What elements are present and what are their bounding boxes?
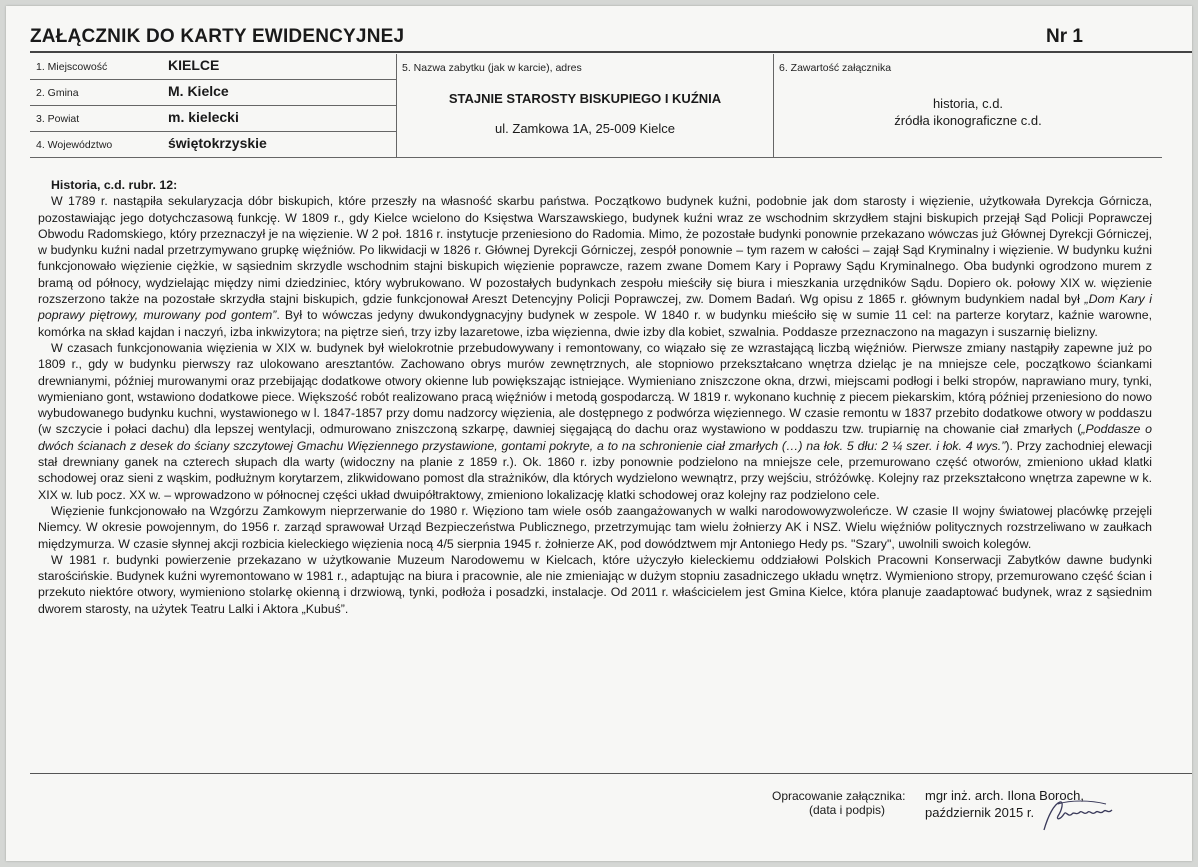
- contents-line: źródła ikonograficzne c.d.: [894, 113, 1042, 128]
- monument-name: STAJNIE STAROSTY BISKUPIEGO I KUŹNIA: [448, 91, 722, 106]
- document-number: Nr 1: [1046, 26, 1083, 47]
- paragraph-text: W czasach funkcjonowania więzienia w XIX w. budynek był wielokrotnie przebudowywany i remontowany, co wiązało się ze wzrastającą liczbą więźniów. Pierwsze zmiany nastąpiły zapewne już po 1809 r., gdy w budynku pierwszy raz ulokowano aresztantów. Zachowano obrys murów zewnętrznych, ale stopniowo przekształcano wnętrza dzieląc je na mniejsze cele, początkowo ściankami drewnianymi, później murowanymi oraz przebijając dodatkowe otwory okienne lub powiększając istniejące. Wymieniano zniszczone okna, drzwi, miejscami podłogi i belki stropów, naprawiano mury, tynki, wymieniano gont, wstawiono dodatkowe piece. Większość robót realizowano pracą więźniów i metodą gospodarczą. W 1819 r. wykonano kuchnię z piecem piekarskim, którą później przeniesiono do nowo wybudowanego budynku kuchni, wystawionego w l. 1847-1857 przy domu nadzorcy więzienia, ale dostępnego z podwórza więziennego. W czasie remontu w 1837 przebito dodatkowe otwory w poddaszu (w szczycie i połaci dachu) dla lepszej wentylacji, odmurowano zniszczoną szkarpę, dawniej sięgającą do dachu oraz wystawiono w poddaszu tzw. trupiarnię na chowanie ciał zmarłych (: [38, 340, 1152, 437]
- monument-field: [397, 54, 773, 157]
- history-text: [38, 177, 1152, 617]
- footer-rule: [30, 773, 1192, 774]
- monument-label: 5. Nazwa zabytku (jak w karcie), adres: [402, 62, 582, 74]
- field-value: M. Kielce: [168, 83, 229, 99]
- field-wojewodztwo: [30, 132, 396, 157]
- paragraph-text: . Był to wówczas jedyny dwukondygnacyjny budynek w zespole. W 1840 r. w budynku mieściło się w sumie 11 cel: na parterze korytarz, kaźnie warowne, komórka na skład kajdan i naczyń, izba inkwizytora; na piętrze sień, trzy izby lazaretowe, izba więzienna, dwie izby dla kobiet, szwalnia. Poddasze przeznaczono na magazyn i suszarnię bielizny.: [38, 308, 1153, 339]
- contents-line: historia, c.d.: [932, 96, 1004, 111]
- header-rule: [30, 51, 1192, 53]
- quotation: „Poddasze o dwóch ścianach z desek do ściany szczytowej Gmachu Więziennego przystawione, gontami pokryte, a to na schronienie ciał zmarłych (…) na łok. 5 dłu: 2 ¼ szer. i łok. 4 wys.”: [38, 422, 1152, 453]
- paragraph: [38, 193, 1152, 340]
- paragraph-text: ). Przy zachodniej elewacji stał drewniany ganek na czterech słupach dla warty (widoczny na planie z 1859 r.). Ok. 1860 r. izby ponownie podzielono na mniejsze cele, przemurowano część otworów, zmieniono układ klatki schodowej oraz sieni z wąskim, podłużnym korytarzem, zlikwidowano pomost dla strażników, dla których wydzielono wewnątrz, przy wejściu, stróżówkę. Kolejny raz przekształcono wnętrza zapewne w k. XIX w. lub pocz. XX w. – wprowadzono w północnej części układ dwuipółtraktowy, zmieniono lokalizację klatki schodowej oraz kolejny raz podzielono cele.: [38, 438, 1152, 502]
- section-heading: Historia, c.d. rubr. 12:: [51, 178, 178, 192]
- field-label: 1. Miejscowość: [36, 61, 108, 73]
- signature-image: [1040, 796, 1116, 834]
- footer-author: mgr inż. arch. Ilona Boroch,: [925, 788, 1084, 803]
- field-powiat: [30, 106, 396, 132]
- location-fields: [30, 54, 396, 157]
- field-label: 4. Województwo: [36, 139, 113, 151]
- paragraph: [38, 340, 1152, 503]
- footer-label: Opracowanie załącznika:: [772, 789, 906, 803]
- paragraph: Więzienie funkcjonowało na Wzgórzu Zamkowym nieprzerwanie do 1980 r. Więziono tam wiele osób zaangażowanych w walki narodowowyzwoleńcze. W czasie II wojny światowej placówkę przejęli Niemcy. W okresie powojennym, do 1956 r. zarząd sprawował Urząd Bezpieczeństwa Publicznego, przetrzymując tam wielu żołnierzy AK i NSZ. Wielu więźniów politycznych rozstrzeliwano w zaułkach międzymurza. W czasie słynnej akcji rozbicia kieleckiego więzienia nocą 4/5 sierpnia 1945 r. żołnierze AK, pod dowództwem mjr Antoniego Hedy ps. "Szary", uwolnili swoich kolegów.: [38, 503, 1152, 551]
- field-label: 3. Powiat: [36, 113, 80, 125]
- header-grid-bottom: [30, 157, 1162, 158]
- field-miejscowosc: [30, 54, 396, 80]
- document-title: ZAŁĄCZNIK DO KARTY EWIDENCYJNEJ: [30, 26, 405, 47]
- footer-sublabel: (data i podpis): [809, 803, 886, 817]
- paragraph: W 1981 r. budynki powierzenie przekazano w użytkowanie Muzeum Narodowemu w Kielcach, które użyczyło kieleckiemu oddziałowi Polskich Pracowni Konserwacji Zabytków dawne budynki starościńskie. Budynek kuźni wyremontowano w 1981 r., adaptując na biura i pracownie, ale nie zmieniając w dużym stopniu zasadniczego układu wnętrz. Wymieniono stropy, przemurowano część ścian i przekuto niektóre otwory, wymieniono stolarkę okienną i drzwiową, tynki, podłoża i posadzki, instalacje. Od 2011 r. właścicielem jest Gmina Kielce, która planuje zaadaptować budynek, wraz z sąsiednim dworem starosty, na użytek Teatru Lalki i Aktora „Kubuś”.: [38, 552, 1152, 616]
- contents-field: [774, 54, 1162, 157]
- field-value: KIELCE: [168, 57, 220, 73]
- contents-label: 6. Zawartość załącznika: [779, 62, 892, 74]
- paragraph-text: W 1789 r. nastąpiła sekularyzacja dóbr biskupich, które przeszły na własność skarbu państwa. Początkowo budynek kuźni, podobnie jak dom starosty i więzienie, użytkowała Dyrekcja Górnicza, pozostawiając jego dotychczasową funkcję. W 1809 r., gdy Kielce wcielono do Księstwa Warszawskiego, budynek kuźni wraz ze wschodnim skrzydłem stajni biskupich przejął Sąd Policji Poprawczej Obwodu Radomskiego, który przeznaczył je na więzienie. W 2 poł. 1816 r. instytucje przeniesiono do Radomia. Mimo, że pozostałe budynki ponownie przekazano wówczas już Głównej Dyrekcji Górniczej, w budynku kuźni nadal przetrzymywano grupkę więźniów. Po likwidacji w 1826 r. Głównej Dyrekcji Górniczej, zespół ponownie – tym razem w całości – zajął Sąd Kryminalny i więzienie. W budynku kuźni funkcjonowało więzienie ciężkie, w sąsiednim skrzydle wschodnim stajni biskupich więzienie poprawcze, razem zwane Domem Kary i Poprawy Sądu Kryminalnego. Oba budynki ogrodzono murem z bramą od północy, wydzielając między nimi dziedziniec, który wybrukowano. W pozostałych budynkach zespołu mieściły się biura i mieszkania urzędników Sądu. Dopiero ok. połowy XIX w. więzienie rozszerzono także na pozostałe skrzydła stajni biskupich, gdzie funkcjonował Areszt Detencyjny Policji Poprawczej, zw. Domem Badań. Wg opisu z 1865 r. głównym budynkiem nadal był: [38, 194, 1152, 307]
- monument-address: ul. Zamkowa 1A, 25-009 Kielce: [495, 121, 675, 136]
- quotation: „Dom Kary i poprawy piętrowy, murowany pod gontem”: [38, 292, 1152, 323]
- field-value: świętokrzyskie: [168, 135, 267, 151]
- field-label: 2. Gmina: [36, 87, 79, 99]
- field-value: m. kielecki: [168, 109, 239, 125]
- field-gmina: [30, 80, 396, 106]
- footer-date: październik 2015 r.: [925, 805, 1035, 820]
